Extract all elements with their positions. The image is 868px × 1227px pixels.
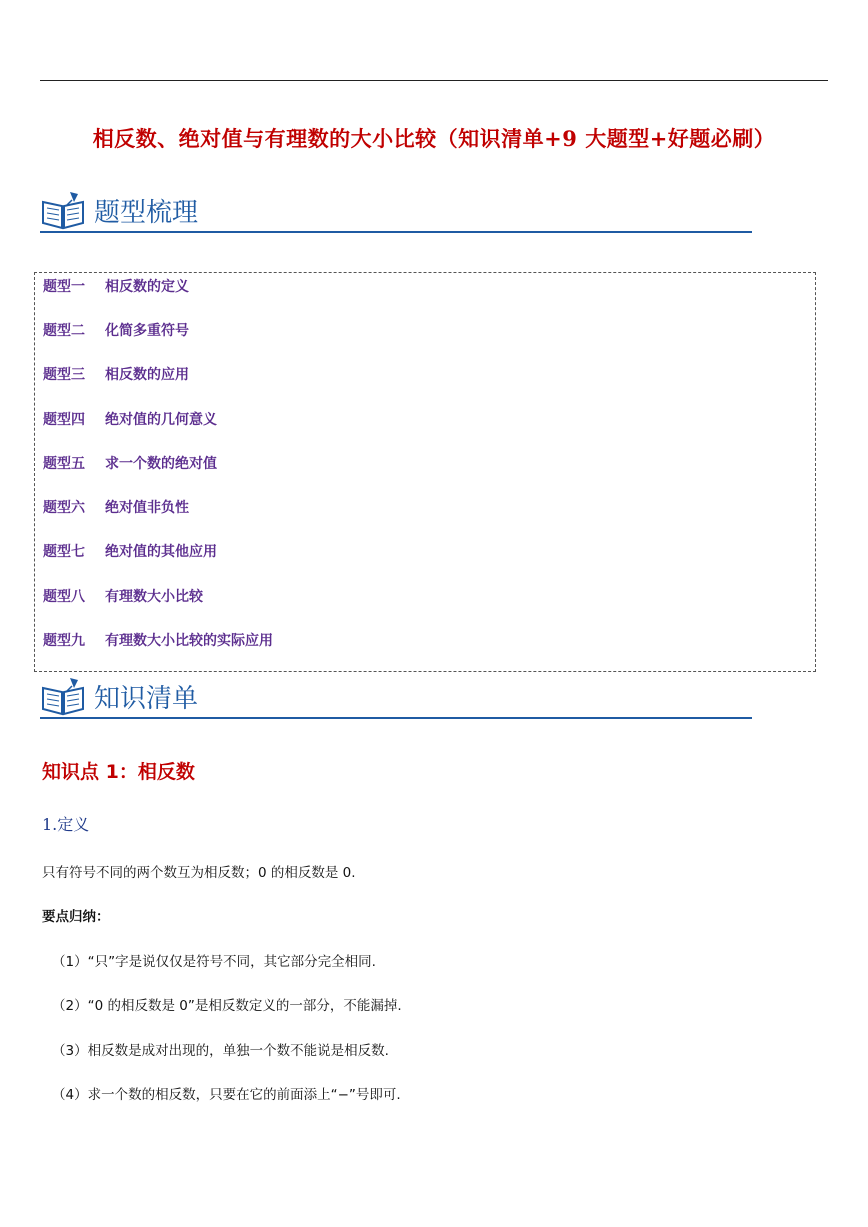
document-title: 相反数、绝对值与有理数的大小比较（知识清单+9 大题型+好题必刷） (92, 126, 776, 151)
toc-item[interactable] (43, 320, 189, 340)
summary-label: 要点归纳： (42, 909, 110, 925)
toc-item-label: 绝对值非负性 (105, 500, 189, 516)
section-underline (40, 231, 752, 233)
toc-item-label: 绝对值的其他应用 (105, 544, 217, 560)
toc-item[interactable] (43, 453, 217, 473)
toc-item-number: 题型三 (43, 367, 85, 383)
open-book-icon (40, 190, 86, 230)
section-underline (40, 717, 752, 719)
sub-heading-definition: 1.定义 (42, 815, 90, 834)
toc-item-label: 相反数的定义 (105, 279, 189, 295)
toc-item-label: 化简多重符号 (105, 323, 189, 339)
toc-item[interactable] (43, 497, 189, 517)
summary-point: （1）“只”字是说仅仅是符号不同，其它部分完全相同. (52, 954, 376, 970)
toc-item[interactable] (43, 409, 217, 429)
toc-item-number: 题型九 (43, 633, 85, 649)
toc-item-label: 有理数大小比较的实际应用 (105, 633, 273, 649)
toc-item-number: 题型五 (43, 456, 85, 472)
toc-item-number: 题型四 (43, 412, 85, 428)
toc-item-label: 有理数大小比较 (105, 589, 203, 605)
summary-point: （3）相反数是成对出现的，单独一个数不能说是相反数. (52, 1043, 389, 1059)
toc-item-label: 求一个数的绝对值 (105, 456, 217, 472)
toc-item[interactable] (43, 586, 203, 606)
toc-item-number: 题型七 (43, 544, 85, 560)
question-type-list (34, 272, 816, 672)
toc-item-number: 题型一 (43, 279, 85, 295)
toc-item-label: 相反数的应用 (105, 367, 189, 383)
section-header-knowledge (40, 676, 752, 726)
toc-item-number: 题型六 (43, 500, 85, 516)
section-header-types (40, 190, 752, 240)
toc-item[interactable] (43, 541, 217, 561)
toc-item[interactable] (43, 364, 189, 384)
definition-text: 只有符号不同的两个数互为相反数；0 的相反数是 0. (42, 865, 356, 881)
top-rule (40, 80, 828, 81)
summary-point: （2）“0 的相反数是 0”是相反数定义的一部分，不能漏掉. (52, 998, 402, 1014)
toc-item[interactable] (43, 276, 189, 296)
toc-item-number: 题型二 (43, 323, 85, 339)
toc-item[interactable] (43, 630, 273, 650)
section-title-types: 题型梳理 (94, 198, 199, 228)
section-title-knowledge: 知识清单 (94, 684, 199, 714)
knowledge-point-title: 知识点 1：相反数 (42, 761, 195, 783)
open-book-icon (40, 676, 86, 716)
toc-item-label: 绝对值的几何意义 (105, 412, 217, 428)
summary-point: （4）求一个数的相反数，只要在它的前面添上“−”号即可. (52, 1087, 401, 1103)
toc-item-number: 题型八 (43, 589, 85, 605)
